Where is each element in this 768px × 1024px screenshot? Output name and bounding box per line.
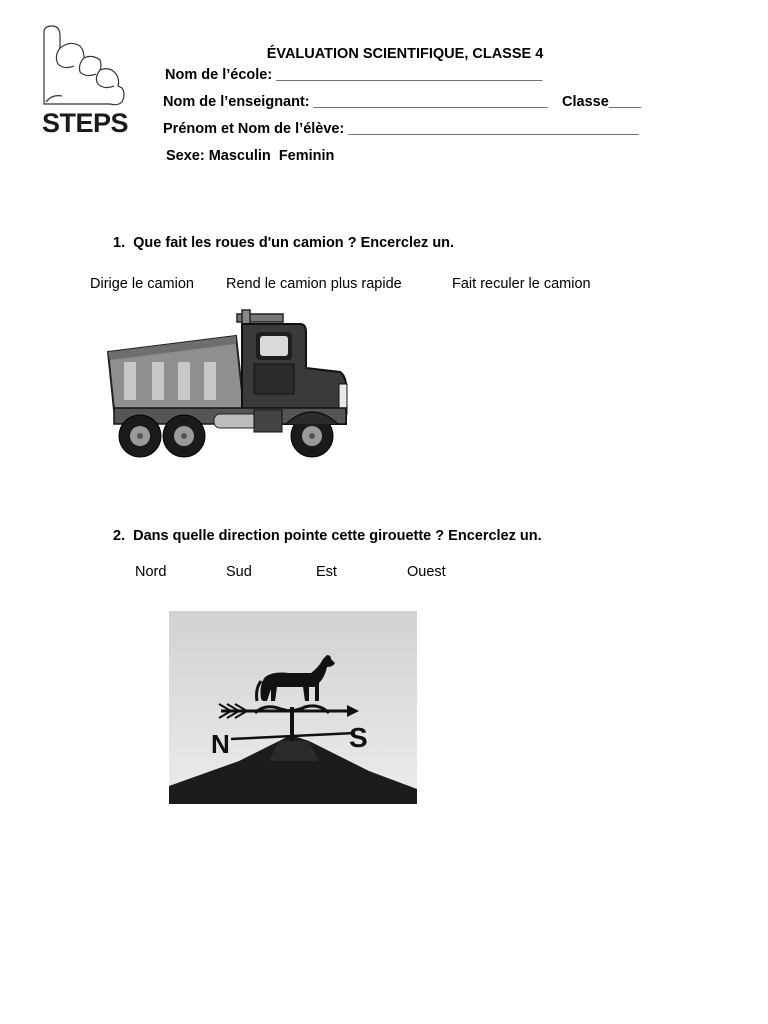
- steps-logo: [40, 24, 128, 140]
- steps-logo-icon: [40, 24, 128, 108]
- q1-option-3[interactable]: Fait reculer le camion: [452, 276, 591, 292]
- sex-field[interactable]: Sexe: Masculin Feminin: [166, 148, 335, 164]
- q2-option-north[interactable]: Nord: [135, 564, 167, 580]
- q1-option-2[interactable]: Rend le camion plus rapide: [226, 276, 402, 292]
- dump-truck-illustration: [104, 306, 354, 462]
- vane-letter-south: S: [349, 722, 368, 753]
- weathervane-icon: [169, 611, 417, 804]
- question-1: 1. Que fait les roues d'un camion ? Encerclez un.: [113, 235, 455, 251]
- question-2: 2. Dans quelle direction pointe cette girouette ? Encerclez un.: [113, 528, 542, 544]
- page-title: ÉVALUATION SCIENTIFIQUE, CLASSE 4: [266, 46, 544, 62]
- school-name-field[interactable]: Nom de l’école: _________________________________: [165, 67, 543, 83]
- dump-truck-icon: [104, 306, 354, 462]
- horse-weathervane-photo: [169, 611, 417, 804]
- q2-option-south[interactable]: Sud: [226, 564, 252, 580]
- teacher-name-field[interactable]: Nom de l’enseignant: _____________________________: [163, 94, 548, 110]
- q1-option-1[interactable]: Dirige le camion: [90, 276, 194, 292]
- steps-logo-text: STEPS: [42, 108, 129, 138]
- q2-option-west[interactable]: Ouest: [407, 564, 446, 580]
- class-field[interactable]: Classe____: [562, 94, 642, 110]
- vane-letter-north: N: [211, 729, 230, 759]
- q2-option-east[interactable]: Est: [316, 564, 337, 580]
- student-name-field[interactable]: Prénom et Nom de l’élève: ____________________________________: [163, 121, 639, 137]
